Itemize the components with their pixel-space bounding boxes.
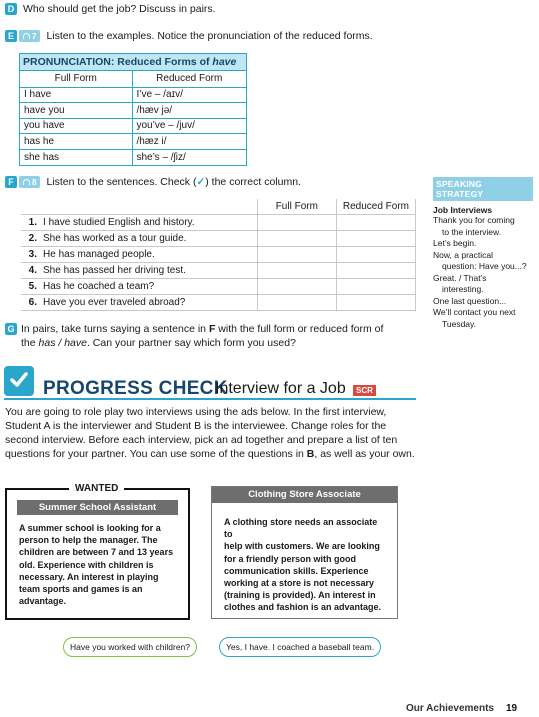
strategy-item xyxy=(433,250,533,273)
row-number: 5. xyxy=(21,278,41,294)
full-form-cell: have you xyxy=(20,103,132,119)
table-row xyxy=(21,230,416,246)
table-row xyxy=(20,103,246,119)
strategy-item-text: Tuesday. xyxy=(442,318,477,329)
audio-track-button[interactable] xyxy=(19,176,40,188)
strategy-header: SPEAKING STRATEGY xyxy=(433,177,533,201)
section-g xyxy=(5,322,405,350)
sentence-cell: Has he coached a team? xyxy=(41,278,257,294)
column-header: Full Form xyxy=(257,199,336,214)
reduced-form-checkbox[interactable] xyxy=(336,246,415,262)
column-header: Full Form xyxy=(20,71,132,87)
ad-line: necessary. An interest in playing xyxy=(19,571,159,582)
speaking-strategy-box xyxy=(433,177,533,330)
full-form-checkbox[interactable] xyxy=(257,246,336,262)
full-form-cell: she has xyxy=(20,149,132,165)
reduced-form-checkbox[interactable] xyxy=(336,294,415,310)
track-number: 7 xyxy=(32,31,37,41)
section-g-text: . Can your partner say which form you used? xyxy=(86,337,296,349)
ad-line: clothes and fashion is an advantage. xyxy=(224,602,382,613)
section-f xyxy=(5,176,301,188)
ad-line: help with customers. We are looking xyxy=(224,541,380,552)
table-row xyxy=(20,118,246,134)
ad-line: advantage. xyxy=(19,596,67,607)
section-f-text-a: Listen to the sentences. Check ( xyxy=(46,176,197,189)
intro-line: , as well as your own. xyxy=(314,448,415,460)
table-row xyxy=(21,246,416,262)
section-g-em: has / have xyxy=(38,337,87,349)
strategy-item xyxy=(433,273,533,296)
column-header: Reduced Form xyxy=(132,71,246,87)
row-number: 1. xyxy=(21,214,41,230)
intro-line: You are going to role play two interviews using the ads below. In the first interview, xyxy=(5,406,387,418)
ad-line: old. Experience with children is xyxy=(19,559,154,570)
ad-body xyxy=(19,522,176,607)
strategy-item-text: Let’s begin. xyxy=(433,238,477,248)
section-g-ref: F xyxy=(208,323,216,335)
row-number: 4. xyxy=(21,262,41,278)
section-d-text: Who should get the job? Discuss in pairs. xyxy=(23,3,216,16)
strategy-item-text: Great. / That’s xyxy=(433,272,487,283)
intro-line: second interview. Before each interview, pick an ad together and prepare a list of ten xyxy=(5,434,398,446)
section-g-text: with the full form or reduced form of xyxy=(215,323,384,335)
strategy-item xyxy=(433,307,533,330)
reduced-form-checkbox[interactable] xyxy=(336,214,415,230)
footer-label: Our Achievements xyxy=(406,703,494,714)
reduced-form-cell: you’ve – /juv/ xyxy=(132,118,246,134)
audio-track-button[interactable] xyxy=(19,30,40,42)
reduced-form-cell: she’s – /ʃiz/ xyxy=(136,151,186,163)
section-d xyxy=(5,3,216,15)
intro-paragraph xyxy=(5,405,417,461)
section-g-text: the xyxy=(21,337,39,349)
strategy-item xyxy=(433,296,533,308)
row-number: 2. xyxy=(21,230,41,246)
check-mark-icon: ✓ xyxy=(196,176,206,189)
checkmark-icon xyxy=(4,366,34,396)
intro-line: Student A is the interviewer and Student B is the interviewee. Change roles for the xyxy=(5,420,387,432)
pronunciation-table xyxy=(20,71,246,165)
ad-line: A summer school is looking for a xyxy=(19,523,161,533)
pronunciation-title xyxy=(20,54,246,71)
section-g-text: In pairs, take turns saying a sentence in xyxy=(21,323,209,335)
table-row xyxy=(21,294,416,310)
ad-title: Clothing Store Associate xyxy=(212,487,397,503)
section-f-text xyxy=(46,176,301,188)
section-e-text: Listen to the examples. Notice the pronunciation of the reduced forms. xyxy=(46,30,373,43)
sentence-cell: I have studied English and history. xyxy=(41,214,257,230)
strategy-item xyxy=(433,215,533,238)
reduced-form-cell: I’ve – /aɪv/ xyxy=(132,87,246,103)
reduced-form-checkbox[interactable] xyxy=(336,278,415,294)
row-number: 3. xyxy=(21,246,41,262)
pronunciation-box xyxy=(19,53,247,166)
headphones-icon xyxy=(23,179,30,185)
section-badge: F xyxy=(5,176,17,188)
sentence-cell: He has managed people. xyxy=(41,246,257,262)
job-ad-clothing-store xyxy=(211,486,398,619)
section-e xyxy=(5,30,373,42)
reduced-form-checkbox[interactable] xyxy=(336,230,415,246)
track-number: 8 xyxy=(32,177,37,187)
sentence-cell: Have you ever traveled abroad? xyxy=(41,294,257,310)
strategy-item-text: to the interview. xyxy=(442,226,502,237)
ad-body xyxy=(224,516,387,614)
headphones-icon xyxy=(23,33,30,39)
pronunciation-title-em: have xyxy=(212,56,237,68)
strategy-item-text: Now, a practical xyxy=(433,249,493,260)
sentence-cell: She has worked as a tour guide. xyxy=(41,230,257,246)
table-row xyxy=(21,214,416,230)
section-f-text-b: ) the correct column. xyxy=(205,176,301,189)
wanted-label: WANTED xyxy=(69,483,124,494)
strategy-item-text: interesting. xyxy=(442,284,484,294)
table-row xyxy=(20,149,246,165)
job-ad-summer-school xyxy=(5,483,190,620)
ad-title: Summer School Assistant xyxy=(17,500,178,515)
full-form-checkbox[interactable] xyxy=(257,262,336,278)
speech-bubble-question: Have you worked with children? xyxy=(63,637,197,657)
section-badge: D xyxy=(5,3,17,15)
intro-line: questions for your partner. You can use some of the questions in xyxy=(5,448,307,460)
table-row xyxy=(20,134,246,150)
column-header: Reduced Form xyxy=(336,199,415,214)
ad-line: person to help the manager. The xyxy=(19,535,158,546)
pronunciation-title-text: PRONUNCIATION: Reduced Forms of xyxy=(23,56,213,68)
full-form-checkbox[interactable] xyxy=(257,230,336,246)
progress-check-subtitle: Interview for a Job xyxy=(215,380,346,397)
table-row xyxy=(21,262,416,278)
ad-line: communication skills. Experience xyxy=(224,565,369,576)
sentence-cell: She has passed her driving test. xyxy=(41,262,257,278)
row-number: 6. xyxy=(21,294,41,310)
reduced-form-cell: /hæz i/ xyxy=(132,134,246,150)
full-form-checkbox[interactable] xyxy=(257,294,336,310)
ad-line: (training is provided). An interest in xyxy=(224,590,376,601)
full-form-checkbox[interactable] xyxy=(257,214,336,230)
full-form-cell: has he xyxy=(20,134,132,150)
intro-ref: B xyxy=(306,448,315,460)
strategy-item-text: We’ll contact you next xyxy=(433,307,516,317)
scr-badge: SCR xyxy=(353,385,376,396)
strategy-item xyxy=(433,238,533,250)
strategy-title: Job Interviews xyxy=(433,205,493,215)
ad-line: for a friendly person with good xyxy=(224,553,357,564)
section-badge: G xyxy=(5,323,17,335)
page-footer xyxy=(406,703,517,714)
ad-line: working at a store is not necessary xyxy=(224,578,375,589)
strategy-item-text: Thank you for coming xyxy=(433,215,515,225)
table-row xyxy=(21,278,416,294)
section-badge: E xyxy=(5,30,17,42)
blank-header xyxy=(21,199,257,214)
full-form-cell: you have xyxy=(20,118,132,134)
progress-check-title: PROGRESS CHECK xyxy=(43,378,228,399)
reduced-form-cell: /hæv jə/ xyxy=(132,103,246,119)
table-row xyxy=(20,87,246,103)
ad-line: team sports and games is an xyxy=(19,584,143,595)
full-form-cell: I have xyxy=(20,87,132,103)
page-number: 19 xyxy=(506,703,518,714)
ad-line: children are between 7 and 13 years xyxy=(19,547,174,558)
speech-bubble-answer: Yes, I have. I coached a baseball team. xyxy=(219,637,381,657)
full-form-checkbox[interactable] xyxy=(257,278,336,294)
strategy-item-text: question: Have you...? xyxy=(442,261,527,271)
strategy-item-text: One last question... xyxy=(433,295,507,306)
reduced-form-checkbox[interactable] xyxy=(336,262,415,278)
check-table xyxy=(21,199,416,311)
ad-line: A clothing store needs an associate to xyxy=(224,517,378,540)
